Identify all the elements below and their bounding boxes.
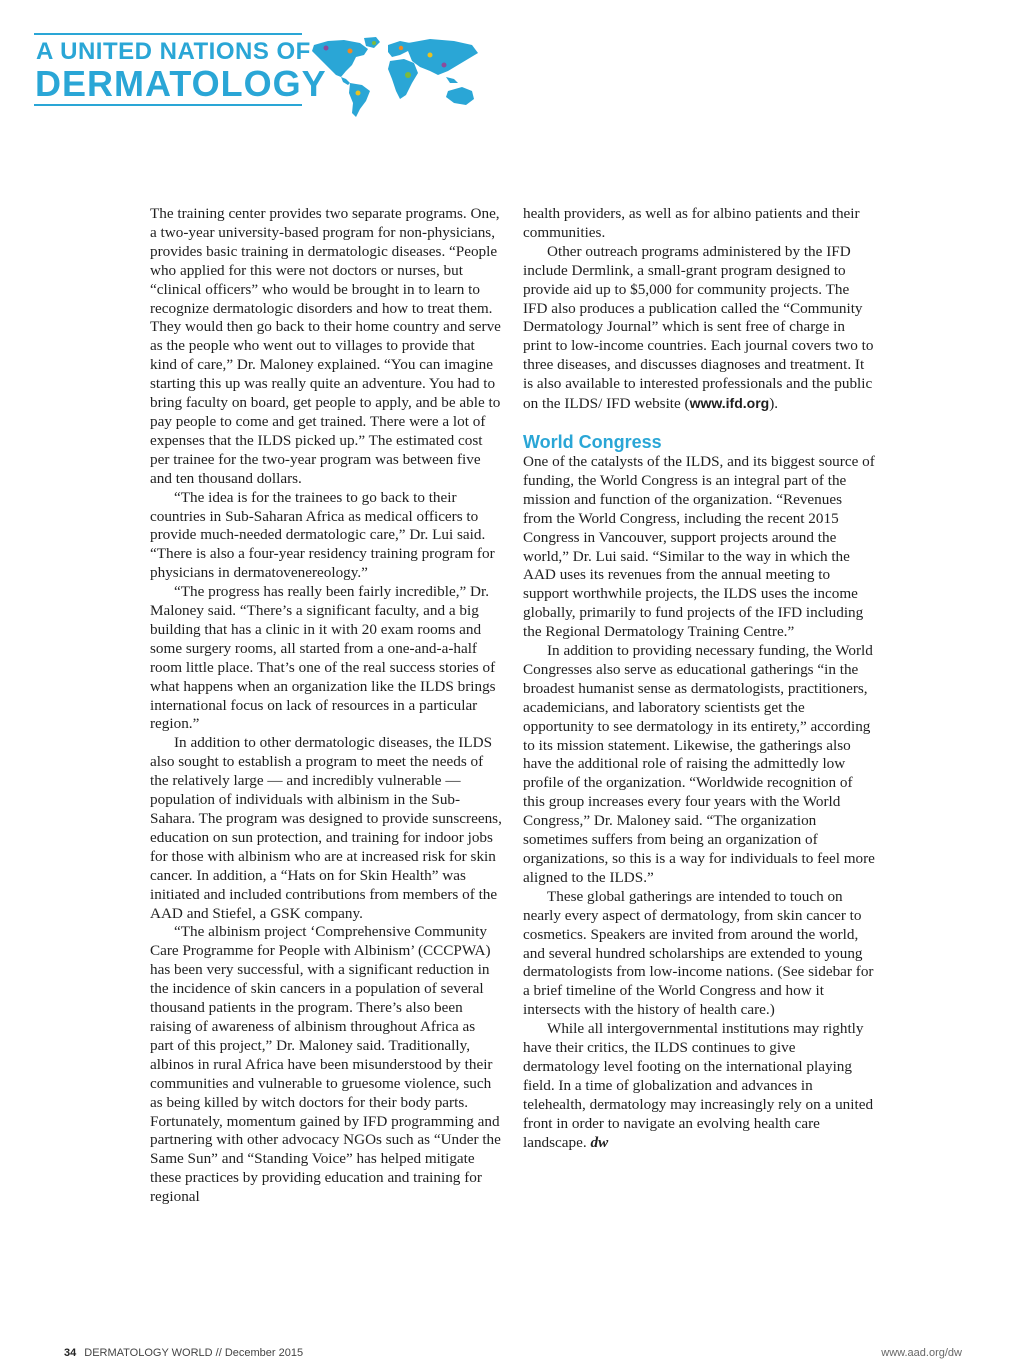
publication-info: DERMATOLOGY WORLD // December 2015 (84, 1347, 304, 1359)
paragraph (523, 243, 875, 414)
end-signature: dw (590, 1133, 609, 1151)
masthead-rule-top (34, 33, 302, 35)
section-headline: DERMATOLOGY (35, 63, 327, 104)
paragraph-text: While all intergovernmental institutions may rightly have their critics, the ILDS continues to give dermatology level footing on the international playing field. In a time of globalization and advances in telehealth, dermatology may increasingly rely on a united front in order to navigate an evolving health care landscape. (523, 1020, 874, 1151)
ifd-website-link[interactable]: www.ifd.org (689, 395, 770, 412)
paragraph: In addition to other dermatologic diseases, the ILDS also sought to establish a program to meet the needs of the relatively large — and incredibly vulnerable — population of individuals with albinism in the Sub-Sahara. The program was designed to provide sunscreens, education on sun protection, and training for indoor jobs for those with albinism who are at increased risk for skin cancer. In addition, a “Hats on for Skin Health” was initiated and included contributions from members of the AAD and Stiefel, a GSK company. (150, 734, 502, 922)
paragraph: “The idea is for the trainees to go back to their countries in Sub-Saharan Africa as medical officers to provide much-needed dermatologic care,” Dr. Lui said. “There is also a four-year residency training program for physicians in dermatovenereology.” (150, 488, 495, 582)
paragraph: These global gatherings are intended to touch on nearly every aspect of dermatology, from skin cancer to cosmetics. Speakers are invited from around the world, and several hundred scholarships are extended to young dermatologists from low-income nations. (See sidebar for a brief timeline of the World Congress and how it intersects with the history of health care.) (523, 887, 874, 1019)
paragraph (523, 1020, 875, 1152)
body-column-right (523, 205, 875, 1153)
paragraph-text: ). (769, 395, 779, 413)
paragraph: In addition to providing necessary funding, the World Congresses also serve as educational gatherings “in the broadest humanist sense as dermatologists, practitioners, academicians, and laboratory scientists get the opportunity to see dermatology in its entirety,” according to its mission statement. Likewise, the gatherings also have the additional role of raising the admittedly low profile of the organization. “Worldwide recognition of this group increases every four years with the World Congress,” Dr. Maloney said. “The organization sometimes suffers from being an organization of organizations, so this is a way for individuals to feel more aligned to the ILDS.” (523, 642, 875, 886)
page-footer (64, 1347, 962, 1363)
section-kicker: A UNITED NATIONS OF (36, 38, 311, 65)
paragraph: “The progress has really been fairly incredible,” Dr. Maloney said. “There’s a significant faculty, and a big building that has a clinic in it with 20 exam rooms and some surgery rooms, all started from a one-and-a-half room little place. That’s one of the real success stories of what happens when an organization like the ILDS brings international focus on lack of resources in a particular region.” (150, 583, 496, 733)
paragraph: health providers, as well as for albino patients and their communities. (523, 205, 860, 241)
masthead-rule-bottom (34, 104, 302, 106)
paragraph: “The albinism project ‘Comprehensive Community Care Programme for People with Albinism’ (CCCPWA) has been very successful, with a significant reduction in the incidence of skin cancers in a population of several thousand patients in the program. There’s also been raising of awareness of albinism throughout Africa as part of this project,” Dr. Maloney said. Traditionally, albinos in rural Africa have been misunderstood by their communities and vulnerable to gruesome violence, such as being killed by witch doctors for their body parts. Fortunately, momentum gained by IFD programming and partnering with other advocacy NGOs such as “Under the Same Sun” and “Standing Voice” has helped mitigate these practices by providing education and training for regional (150, 923, 501, 1206)
paragraph-text: Other outreach programs administered by the IFD include Dermlink, a small-grant program designed to provide aid up to $5,000 for community projects. The IFD also produces a publication called the “Community Dermatology Journal” which is sent free of charge in print to low-income countries. Each journal covers two to three diseases, and discusses diagnoses and treatment. It is also available to interested professionals and the public on the ILDS/ IFD website ( (523, 242, 874, 413)
paragraph: One of the catalysts of the ILDS, and its biggest source of funding, the World Congress is an integral part of the mission and function of the organization. “Revenues from the World Congress, including the recent 2015 Congress in Vancouver, support projects around the world,” Dr. Lui said. “Similar to the way in which the AAD uses its revenues from the annual meeting to support worthwhile projects, the ILDS uses the income globally, primarily to fund projects of the IFD including the Regional Dermatology Training Centre.” (523, 452, 875, 641)
world-map-icon (308, 35, 483, 119)
footer-url[interactable]: www.aad.org/dw (881, 1347, 962, 1359)
paragraph: The training center provides two separate programs. One, a two-year university-based program for non-physicians, provides basic training in dermatologic diseases. “People who applied for this were not doctors or nurses, but “clinical officers” who would be brought in to learn to recognize dermatologic disorders and how to treat them. They would then go back to their home country and serve as the people who went out to villages to provide that kind of care,” Dr. Maloney explained. “You can imagine starting this up was really quite an adventure. You had to bring faculty on board, get people to apply, and be able to pay people to come and get trained. There were a lot of expenses that the ILDS picked up.” The estimated cost per trainee for the two-year program was between five and ten thousand dollars. (150, 205, 501, 487)
subhead-world-congress: World Congress (523, 431, 662, 452)
page-number: 34 (64, 1347, 77, 1359)
body-column-left (150, 205, 502, 1207)
masthead (34, 33, 514, 123)
